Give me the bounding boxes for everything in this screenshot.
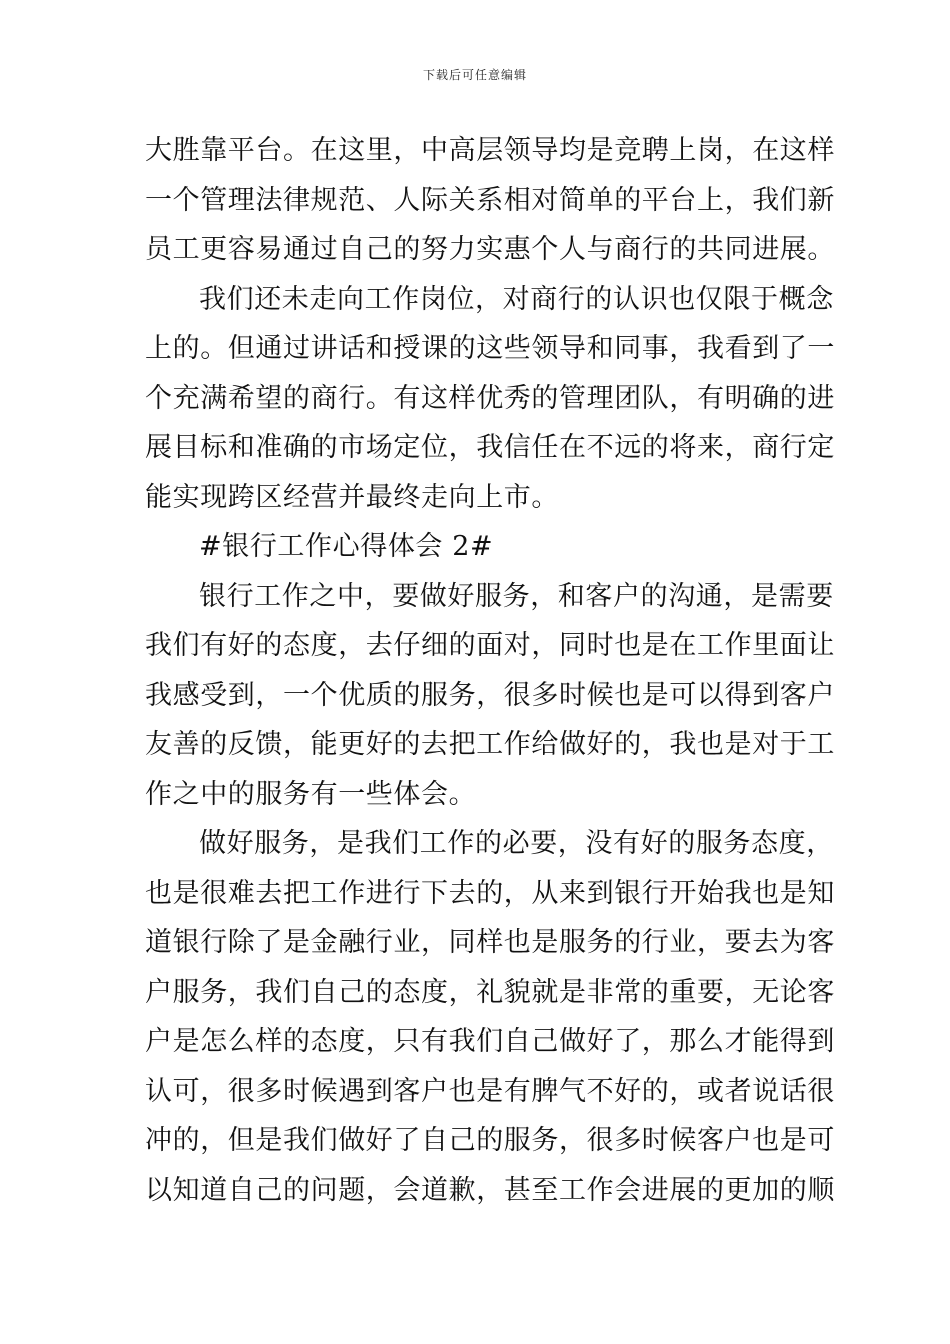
text-line: 员工更容易通过自己的努力实惠个人与商行的共同进展。: [145, 234, 835, 265]
paragraph-start-line: 银行工作之中，要做好服务，和客户的沟通，是需要: [199, 580, 834, 612]
text-line: 我们有好的态度，去仔细的面对，同时也是在工作里面让: [145, 630, 835, 661]
text-line: 大胜靠平台。在这里，中高层领导均是竞聘上岗，在这样: [145, 135, 835, 166]
paragraph-start-line: 我们还未走向工作岗位，对商行的认识也仅限于概念: [199, 283, 834, 315]
text-line: 我感受到，一个优质的服务，很多时候也是可以得到客户: [145, 679, 835, 711]
section-heading: #银行工作心得体会 2#: [199, 531, 494, 562]
text-line: 户服务，我们自己的态度，礼貌就是非常的重要，无论客: [145, 976, 835, 1008]
text-line: 一个管理法律规范、人际关系相对简单的平台上，我们新: [145, 184, 835, 216]
text-line: 道银行除了是金融行业，同样也是服务的行业，要去为客: [145, 927, 835, 958]
text-line: 作之中的服务有一些体会。: [145, 778, 477, 810]
text-line: 以知道自己的问题，会道歉，甚至工作会进展的更加的顺: [145, 1174, 835, 1206]
paragraph-start-line: 做好服务，是我们工作的必要，没有好的服务态度，: [199, 828, 834, 859]
text-line: 上的。但通过讲话和授课的这些领导和同事，我看到了一: [145, 333, 835, 364]
text-line: 友善的反馈，能更好的去把工作给做好的，我也是对于工: [145, 729, 835, 760]
text-line: 能实现跨区经营并最终走向上市。: [145, 481, 559, 513]
text-line: 也是很难去把工作进行下去的，从来到银行开始我也是知: [145, 877, 835, 909]
body-text: [145, 126, 835, 1215]
text-line: 展目标和准确的市场定位，我信任在不远的将来，商行定: [145, 432, 835, 463]
text-line: 认可，很多时候遇到客户也是有脾气不好的，或者说话很: [145, 1075, 835, 1107]
text-line: 冲的，但是我们做好了自己的服务，很多时候客户也是可: [145, 1125, 835, 1156]
text-line: 户是怎么样的态度，只有我们自己做好了，那么才能得到: [145, 1026, 835, 1057]
header-note: 下载后可任意编辑: [422, 68, 527, 82]
text-line: 个充满希望的商行。有这样优秀的管理团队，有明确的进: [145, 382, 835, 414]
